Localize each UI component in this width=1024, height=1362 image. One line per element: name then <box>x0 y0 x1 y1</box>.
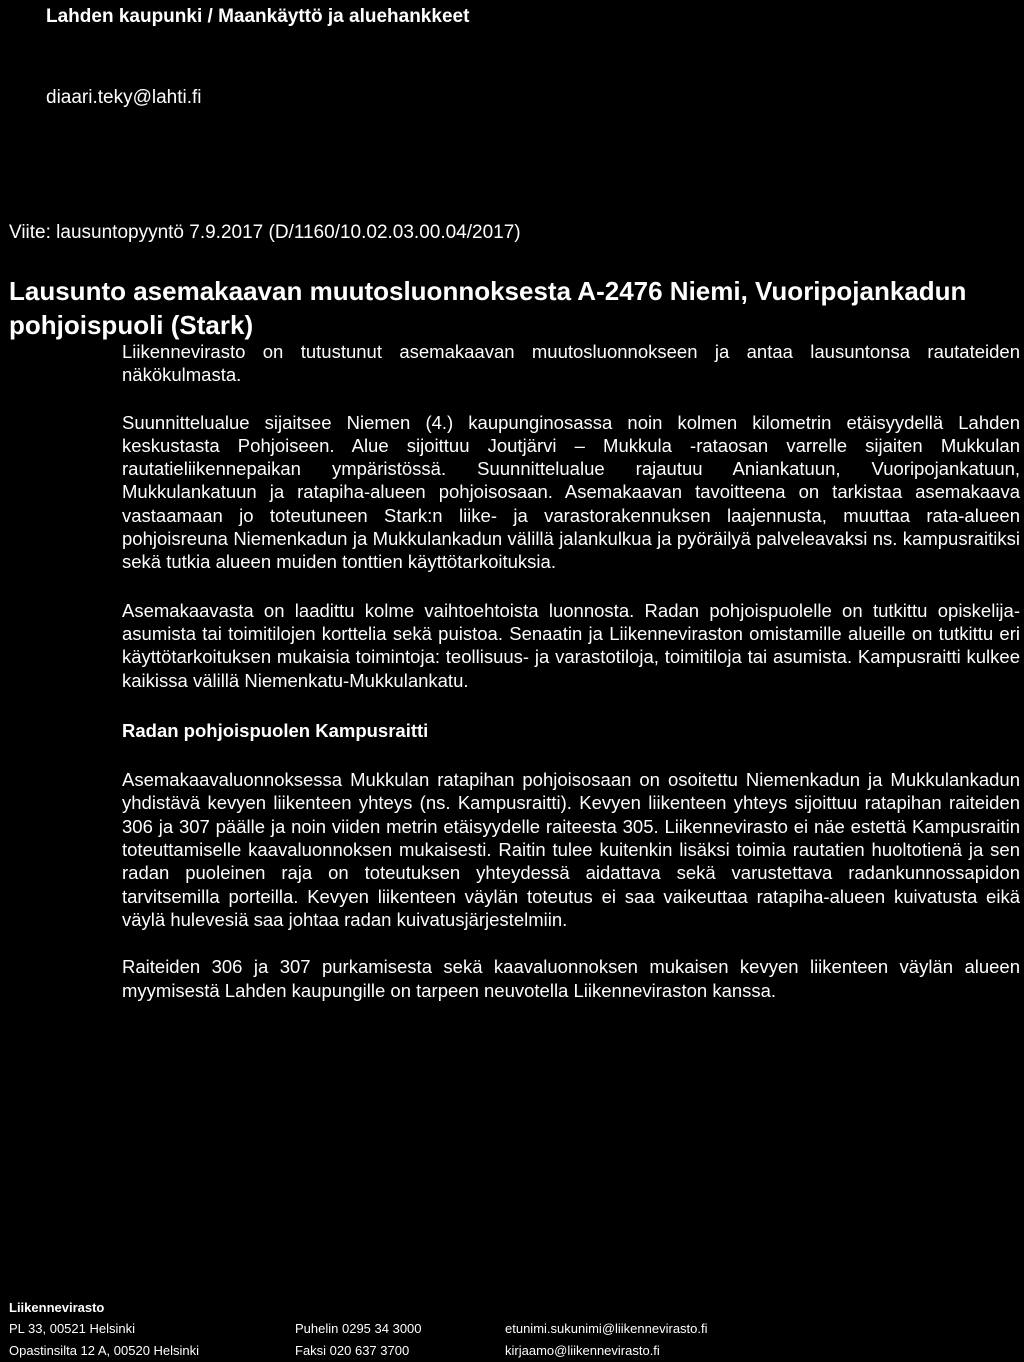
paragraph-location: Suunnittelualue sijaitsee Niemen (4.) kaupunginosassa noin kolmen kilometrin etäisyydellä Lahden keskustasta Pohjoiseen. Alue sijoittuu Joutjärvi – Mukkula -rataosan varrelle sijaiten Mukkulan rautatieliikennepaikan ympäristössä. Suunnittelualue rajautuu Aniankatuun, Vuoripojankatuun, Mukkulankatuun ja ratapiha-alueen pohjoisosaan. Asemakaavan tavoitteena on tarkistaa asemakaava vastaamaan jo toteutuneen Stark:n liike- ja varastorakennuksen laajennusta, muuttaa rata-alueen pohjoisreuna Niemenkadun ja Mukkulankadun välillä jalankulkua ja pyöräilyä palveleavaksi ns. kampusraitiksi sekä tutkia alueen muiden tonttien käyttötarkoituksia. <box>122 411 1020 573</box>
footer-fax: Faksi 020 637 3700 <box>295 1343 410 1358</box>
recipient-address: Lahden kaupunki / Maankäyttö ja aluehankkeet <box>46 6 470 27</box>
footer-organization: Liikennevirasto <box>9 1300 105 1315</box>
paragraph-negotiation: Raiteiden 306 ja 307 purkamisesta sekä kaavaluonnoksen mukaisen kevyen liikenteen väylän alueen myymisestä Lahden kaupungille on tarpeen neuvotella Liikenneviraston kanssa. <box>122 956 1020 1001</box>
section-heading: Radan pohjoispuolen Kampusraitti <box>122 719 429 741</box>
paragraph-intro: Liikennevirasto on tutustunut asemakaavan muutosluonnokseen ja antaa lausuntonsa rautateiden näkökulmasta. <box>122 341 1020 386</box>
paragraph-kampusraitti: Asemakaavaluonnoksessa Mukkulan ratapihan pohjoisosaan on osoitettu Niemenkadun ja Mukkulankadun yhdistävä kevyen liikenteen yhteys (ns. Kampusraitti). Kevyen liikenteen yhteys sijoittuu ratapihan raiteiden 306 ja 307 päälle ja noin viiden metrin etäisyydelle raiteesta 305. Liikennevirasto ei näe estettä Kampusraitin toteuttamiselle kaavaluonnoksen mukaisesti. Raitin tulee kuitenkin lisäksi toimia rautatien huoltotienä ja sen radan puoleinen raja on toteutuksen yhteydessä aidattava sekä varustettava radankunnossapidon tarvitsemilla porteilla. Kevyen liikenteen väylän toteutus ei saa vaikeuttaa ratapiha-alueen kuivatusta eikä väylä hulevesiä saa johtaa radan kuivatusjärjestelmiin. <box>122 769 1020 930</box>
footer-postal-address: PL 33, 00521 Helsinki <box>9 1321 135 1336</box>
paragraph-alternatives: Asemakaavasta on laadittu kolme vaihtoehtoista luonnosta. Radan pohjoispuolelle on tutkittu opiskelija-asumista tai toimitilojen korttelia sekä puistoa. Senaatin ja Liikenneviraston omistamille alueille on tutkittu eri käyttötarkoituksen mukaisia toimintoja: teollisuus- ja varastotiloja, toimitiloja tai asumista. Kampusraitti kulkee kaikissa välillä Niemenkatu-Mukkulankatu. <box>122 599 1020 691</box>
document-title: Lausunto asemakaavan muutosluonnoksesta A-2476 Niemi, Vuoripojankadun pohjoispuoli (Stark) <box>9 276 967 340</box>
recipient-email: diaari.teky@lahti.fi <box>46 87 202 108</box>
reference-line: Viite: lausuntopyyntö 7.9.2017 (D/1160/10.02.03.00.04/2017) <box>9 222 521 243</box>
footer-visiting-address: Opastinsilta 12 A, 00520 Helsinki <box>9 1343 200 1358</box>
footer-email-registry: kirjaamo@liikennevirasto.fi <box>505 1343 660 1358</box>
footer-phone-column <box>295 1318 422 1362</box>
document-body <box>122 340 1020 1002</box>
footer-phone: Puhelin 0295 34 3000 <box>295 1321 422 1336</box>
footer-email-column <box>505 1318 708 1362</box>
footer-email-personal: etunimi.sukunimi@liikennevirasto.fi <box>505 1321 708 1336</box>
footer-address-column <box>9 1318 199 1362</box>
